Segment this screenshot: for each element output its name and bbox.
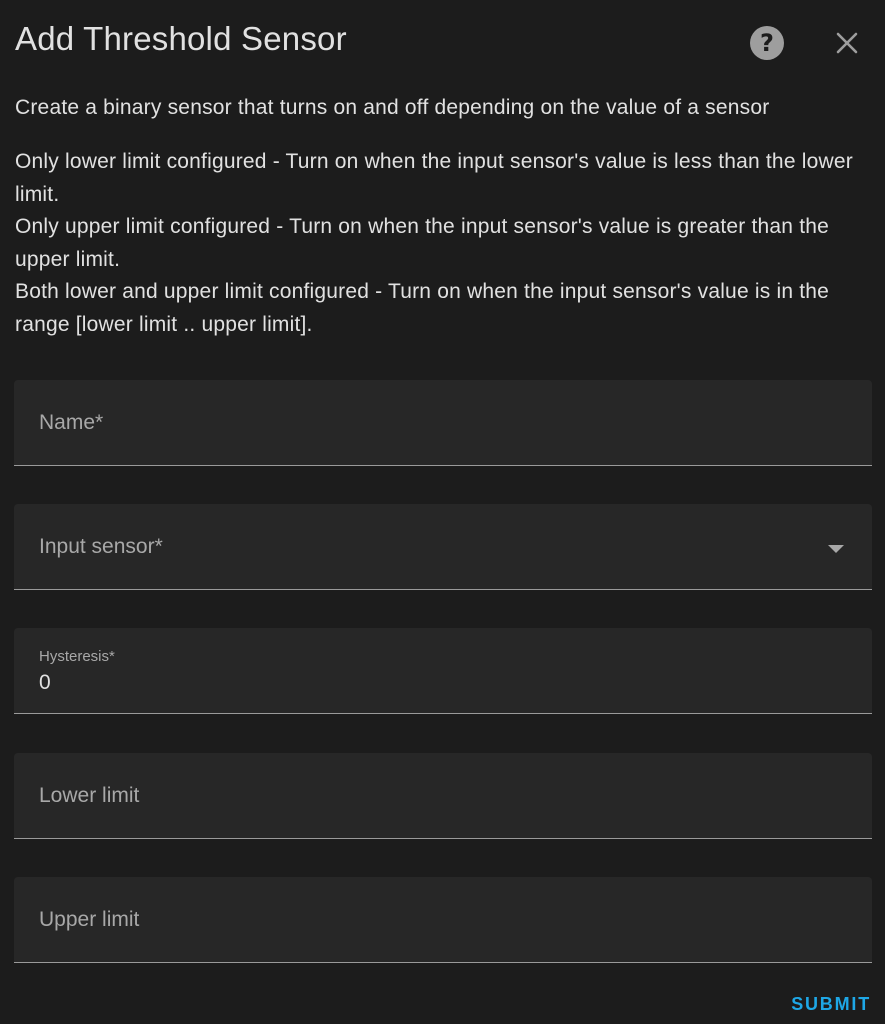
close-icon-svg — [830, 26, 864, 60]
lower-limit-field[interactable] — [14, 753, 872, 839]
name-field-label: Name* — [39, 411, 104, 434]
input-sensor-label: Input sensor* — [39, 535, 163, 558]
explanation-both-limits: Both lower and upper limit configured - Turn on when the input sensor's value is in the range [lower limit .. upper limit]. — [15, 280, 830, 336]
submit-button[interactable]: SUBMIT — [791, 994, 871, 1014]
description-intro: Create a binary sensor that turns on and off depending on the value of a sensor — [15, 96, 770, 119]
name-field[interactable] — [14, 380, 872, 466]
limit-explanations — [15, 146, 870, 341]
chevron-down-icon[interactable] — [828, 545, 844, 553]
help-icon[interactable]: ? — [750, 26, 784, 60]
hysteresis-field[interactable] — [14, 628, 872, 714]
hysteresis-value[interactable]: 0 — [39, 671, 51, 694]
upper-limit-label: Upper limit — [39, 908, 140, 931]
input-sensor-select[interactable] — [14, 504, 872, 590]
lower-limit-label: Lower limit — [39, 784, 140, 807]
explanation-lower-only: Only lower limit configured - Turn on when the input sensor's value is less than the lower limit. — [15, 150, 853, 206]
dialog-description — [15, 92, 870, 125]
explanation-upper-only: Only upper limit configured - Turn on when the input sensor's value is greater than the upper limit. — [15, 215, 830, 271]
close-icon[interactable] — [830, 26, 864, 60]
hysteresis-label: Hysteresis* — [39, 648, 115, 665]
dialog-title: Add Threshold Sensor — [15, 20, 347, 57]
upper-limit-field[interactable] — [14, 877, 872, 963]
